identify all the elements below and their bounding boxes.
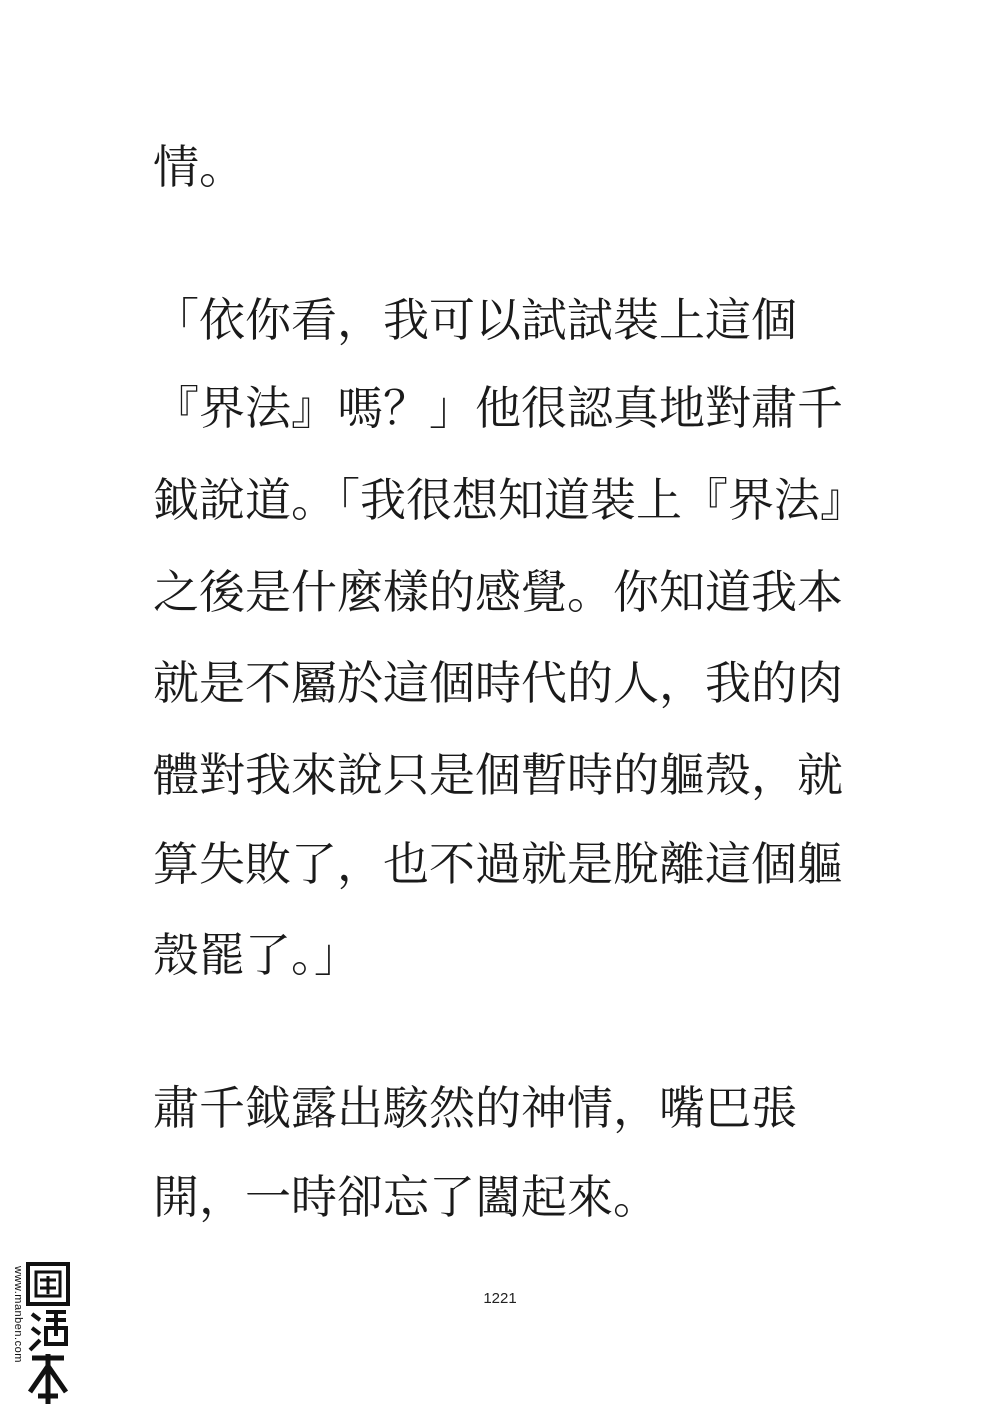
text-line: 之後是什麼樣的感覺。你知道我本 xyxy=(153,565,843,619)
text-line: 『界法』嗎？」他很認真地對肅千 xyxy=(153,381,843,435)
manben-logo-icon xyxy=(26,1262,70,1412)
text-line: 肅千鉞露出駭然的神情，嘴巴張 xyxy=(153,1081,797,1135)
text-line: 殼罷了。」 xyxy=(153,928,360,982)
site-watermark xyxy=(6,1262,72,1412)
text-line: 情。 xyxy=(153,140,245,194)
text-line: 體對我來說只是個暫時的軀殼，就 xyxy=(153,748,843,802)
page-number: 1221 xyxy=(483,1290,517,1307)
watermark-url: www.manben.com xyxy=(12,1266,24,1363)
text-line: 算失敗了，也不過就是脫離這個軀 xyxy=(153,837,843,891)
text-line: 就是不屬於這個時代的人，我的肉 xyxy=(153,656,843,710)
text-line: 鉞說道。「我很想知道裝上『界法』 xyxy=(153,473,866,527)
text-line: 「依你看，我可以試試裝上這個 xyxy=(153,293,797,347)
text-line: 開，一時卻忘了闔起來。 xyxy=(153,1170,659,1224)
